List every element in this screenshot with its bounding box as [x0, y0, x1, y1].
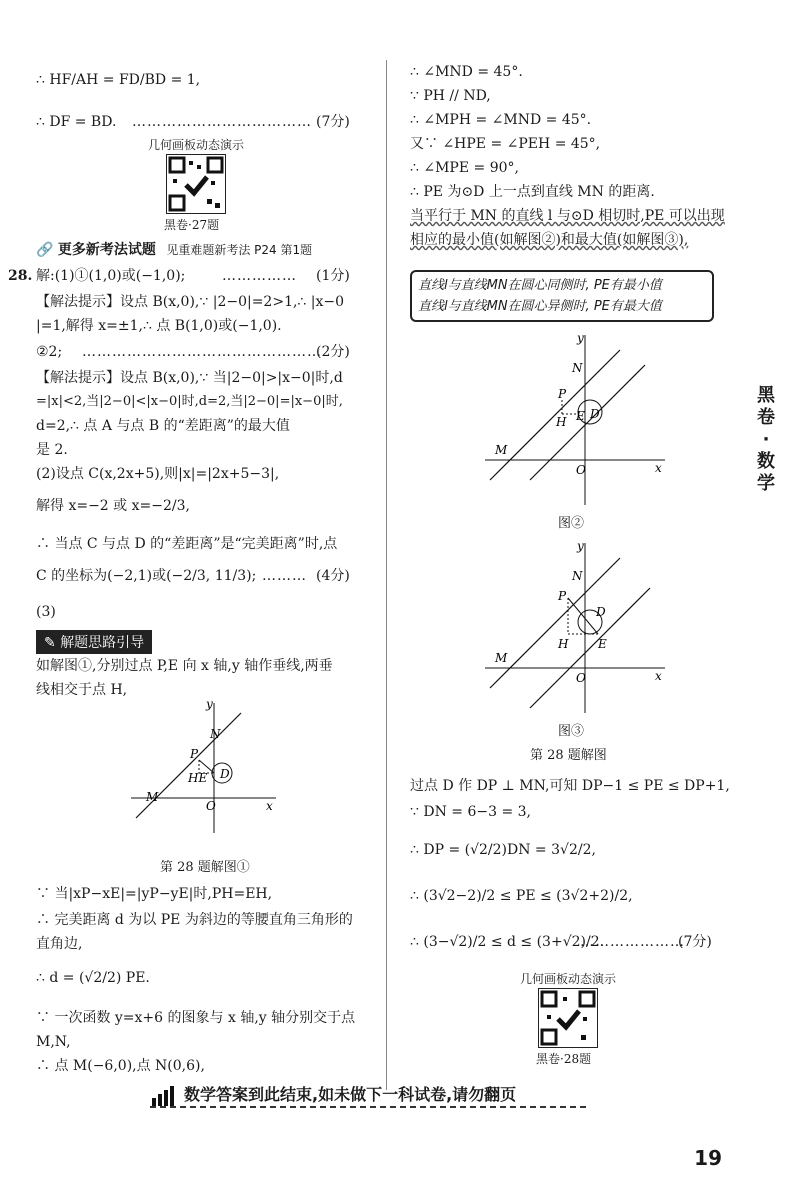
svg-text:H: H	[558, 637, 569, 651]
score: (2分)	[316, 344, 350, 360]
text-line: ∵ 一次函数 y=x+6 的图象与 x 轴,y 轴分别交于点	[36, 1010, 356, 1026]
svg-text:N: N	[572, 361, 583, 375]
text-line: ②2;	[36, 344, 63, 360]
qr-code	[538, 988, 598, 1048]
edit-icon: ✎	[44, 635, 56, 651]
text-line: 相应的最小值(如解图②)和最大值(如解图③),	[410, 232, 689, 248]
text-line: ∴ ∠MND = 45°.	[410, 64, 523, 80]
svg-text:O: O	[576, 671, 586, 685]
qr-caption: 黑卷·28题	[536, 1052, 592, 1066]
svg-text:D: D	[590, 407, 600, 421]
guide-tag: ✎ 解题思路引导	[36, 630, 152, 654]
page-number: 19	[694, 1146, 722, 1170]
text-line: ∴ (3√2−2)/2 ≤ PE ≤ (3√2+2)/2,	[410, 888, 633, 904]
qr-caption: 黑卷·27题	[164, 218, 220, 232]
svg-text:O: O	[206, 799, 216, 813]
svg-text:N: N	[210, 727, 221, 741]
footer-text: 数学答案到此结束,如未做下一科试卷,请勿翻页	[184, 1085, 517, 1104]
text-line: C 的坐标为(−2,1)或(−2/3, 11/3);	[36, 568, 257, 584]
handwritten-note: 直线l与直线MN在圆心同侧时, PE有最小值 直线l与直线MN在圆心异侧时, PE有最大值	[410, 270, 714, 322]
svg-text:y: y	[577, 539, 584, 553]
text-line: ∴ DF = BD.	[36, 114, 117, 130]
text-line: ∴ 当点 C 与点 D 的“差距离”是“完美距离”时,点	[36, 536, 338, 552]
text-line: ∴ PE 为⊙D 上一点到直线 MN 的距离.	[410, 184, 655, 200]
text-line: ∴ 点 M(−6,0),点 N(0,6),	[36, 1058, 205, 1074]
text-line: ∴ d = (√2/2) PE.	[36, 970, 150, 986]
link-icon: 🔗	[36, 242, 54, 258]
text-line: 解得 x=−2 或 x=−2/3,	[36, 498, 190, 514]
svg-text:O: O	[576, 463, 586, 477]
figure-caption: 第 28 题解图	[530, 748, 607, 763]
text-line: ∵ 当|xP−xE|=|yP−yE|时,PH=EH,	[36, 886, 273, 902]
question-number: 28.	[8, 268, 33, 284]
figure-caption: 图③	[558, 724, 585, 739]
text-line: M,N,	[36, 1034, 71, 1050]
svg-text:D: D	[596, 605, 606, 619]
text-line: 如解图①,分别过点 P,E 向 x 轴,y 轴作垂线,两垂	[36, 658, 333, 674]
score: (7分)	[316, 114, 350, 130]
svg-text:y: y	[577, 331, 584, 345]
text-line: 【解法提示】设点 B(x,0),∵ |2−0|=2>1,∴ |x−0	[36, 294, 345, 310]
svg-text:M: M	[146, 790, 159, 804]
text-line: 【解法提示】设点 B(x,0),∵ 当|2−0|>|x−0|时,d	[36, 370, 343, 386]
text-line: =|x|<2,当|2−0|<|x−0|时,d=2,当|2−0|=|x−0|时,	[36, 394, 343, 409]
leader-dots: …………………	[580, 934, 685, 950]
figure-1	[126, 698, 286, 838]
score: (1分)	[316, 268, 350, 284]
leader-dots: …………………………………………	[82, 344, 322, 360]
more-questions-banner: 🔗 更多新考法试题 见重难题新考法 P24 第1题	[36, 242, 313, 258]
text-line: ∴ DP = (√2/2)DN = 3√2/2,	[410, 842, 596, 858]
svg-text:H: H	[556, 415, 567, 429]
score: (4分)	[316, 568, 350, 584]
text-line: ∴ HF/AH = FD/BD = 1,	[36, 72, 201, 88]
text-line: 是 2.	[36, 442, 68, 458]
text-line: (2)设点 C(x,2x+5),则|x|=|2x+5−3|,	[36, 466, 280, 482]
bars-icon	[152, 1084, 178, 1110]
text-line: ∵ DN = 6−3 = 3,	[410, 804, 531, 820]
leader-dots: ………………………………	[132, 114, 312, 130]
figure-caption: 图②	[558, 516, 585, 531]
svg-text:y: y	[206, 698, 213, 711]
svg-text:D: D	[220, 767, 230, 781]
qr-title: 几何画板动态演示	[520, 972, 617, 986]
svg-text:x: x	[266, 799, 273, 813]
text-line: 线相交于点 H,	[36, 682, 128, 698]
svg-text:P: P	[190, 747, 199, 761]
text-line: ∴ (3−√2)/2 ≤ d ≤ (3+√2)/2.	[410, 934, 605, 950]
leader-dots: ………	[262, 568, 307, 584]
figure-2	[480, 330, 670, 510]
qr-title: 几何画板动态演示	[148, 138, 245, 152]
column-separator	[386, 60, 387, 1090]
svg-text:M: M	[495, 651, 508, 665]
text-line: ∴ 完美距离 d 为以 PE 为斜边的等腰直角三角形的	[36, 912, 353, 928]
text-line: 又∵ ∠HPE = ∠PEH = 45°,	[410, 136, 601, 152]
svg-text:HE: HE	[188, 771, 208, 785]
svg-text:N: N	[572, 569, 583, 583]
side-label: 黑卷·数学	[757, 385, 775, 494]
text-line: 解:(1)①(1,0)或(−1,0);	[36, 268, 186, 284]
text-line: 当平行于 MN 的直线 l 与⊙D 相切时,PE 可以出现	[410, 208, 725, 224]
qr-icon	[167, 155, 225, 213]
text-line: 过点 D 作 DP ⊥ MN,可知 DP−1 ≤ PE ≤ DP+1,	[410, 778, 730, 794]
svg-text:P: P	[558, 387, 567, 401]
text-line: d=2,∴ 点 A 与点 B 的“差距离”的最大值	[36, 418, 290, 434]
leader-dots: ……………	[222, 268, 297, 284]
figure-3	[480, 538, 670, 718]
svg-text:x: x	[655, 669, 662, 683]
svg-text:x: x	[655, 461, 662, 475]
svg-text:P: P	[558, 589, 567, 603]
svg-text:M: M	[495, 443, 508, 457]
text-line: (3)	[36, 604, 56, 620]
text-line: ∵ PH // ND,	[410, 88, 491, 104]
svg-text:E: E	[576, 409, 585, 423]
text-line: 直角边,	[36, 936, 83, 952]
text-line: ∴ ∠MPE = 90°,	[410, 160, 519, 176]
svg-text:E: E	[598, 637, 607, 651]
qr-code	[166, 154, 226, 214]
qr-icon	[539, 989, 597, 1047]
text-line: ∴ ∠MPH = ∠MND = 45°.	[410, 112, 592, 128]
text-line: |=1,解得 x=±1,∴ 点 B(1,0)或(−1,0).	[36, 318, 282, 334]
figure-caption: 第 28 题解图①	[160, 860, 250, 875]
score: (7分)	[678, 934, 712, 950]
